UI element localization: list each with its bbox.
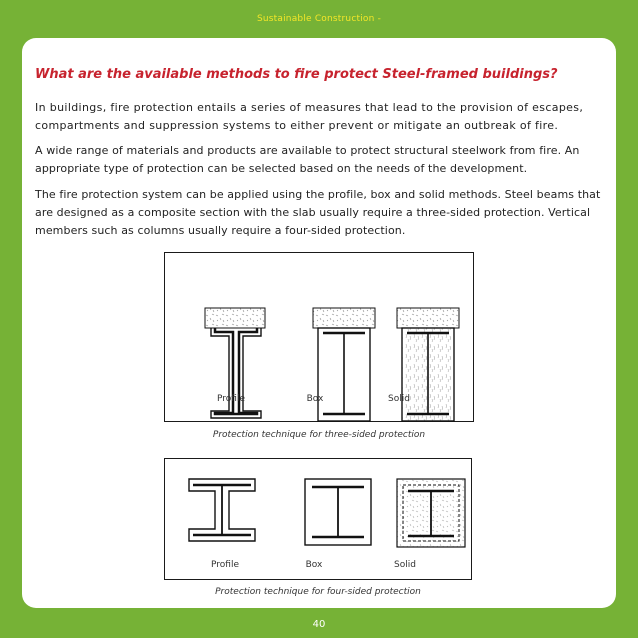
page-number: 40 [312, 619, 326, 630]
four-sided-label-profile: Profile [211, 560, 239, 570]
four-sided-profile-section [189, 479, 255, 541]
four-sided-label-box: Box [305, 560, 323, 570]
three-sided-box-section [313, 308, 375, 421]
four-sided-label-solid: Solid [394, 560, 416, 570]
page-header: Sustainable Construction - [256, 14, 382, 24]
paragraph-materials: A wide range of materials and products are available to protect structural steelwork from fire. An appropriate type of protection can be selected based on the needs of the development. [35, 144, 580, 175]
three-sided-label-box: Box [306, 394, 324, 404]
four-sided-caption: Protection technique for four-sided protection [215, 587, 421, 597]
three-sided-label-profile: Profile [217, 394, 245, 404]
three-sided-label-solid: Solid [388, 394, 410, 404]
paragraph-methods: The fire protection system can be applied using the profile, box and solid methods. Steel beams that are designed as a composite section with the slab usually require a three-sided protection. Vertical members such as columns usually require a four-sided protection. [35, 188, 601, 237]
three-sided-caption: Protection technique for three-sided protection [212, 430, 426, 440]
paragraph-intro: In buildings, fire protection entails a series of measures that lead to the provision of escapes, compartments and suppression systems to either prevent or mitigate an outbreak of fire. [35, 101, 584, 132]
four-sided-box-section [305, 479, 371, 545]
three-sided-solid-section [397, 308, 459, 421]
four-sided-solid-section [397, 479, 465, 547]
content-card [22, 38, 616, 608]
page-title: What are the available methods to fire protect Steel-framed buildings? [35, 67, 558, 82]
